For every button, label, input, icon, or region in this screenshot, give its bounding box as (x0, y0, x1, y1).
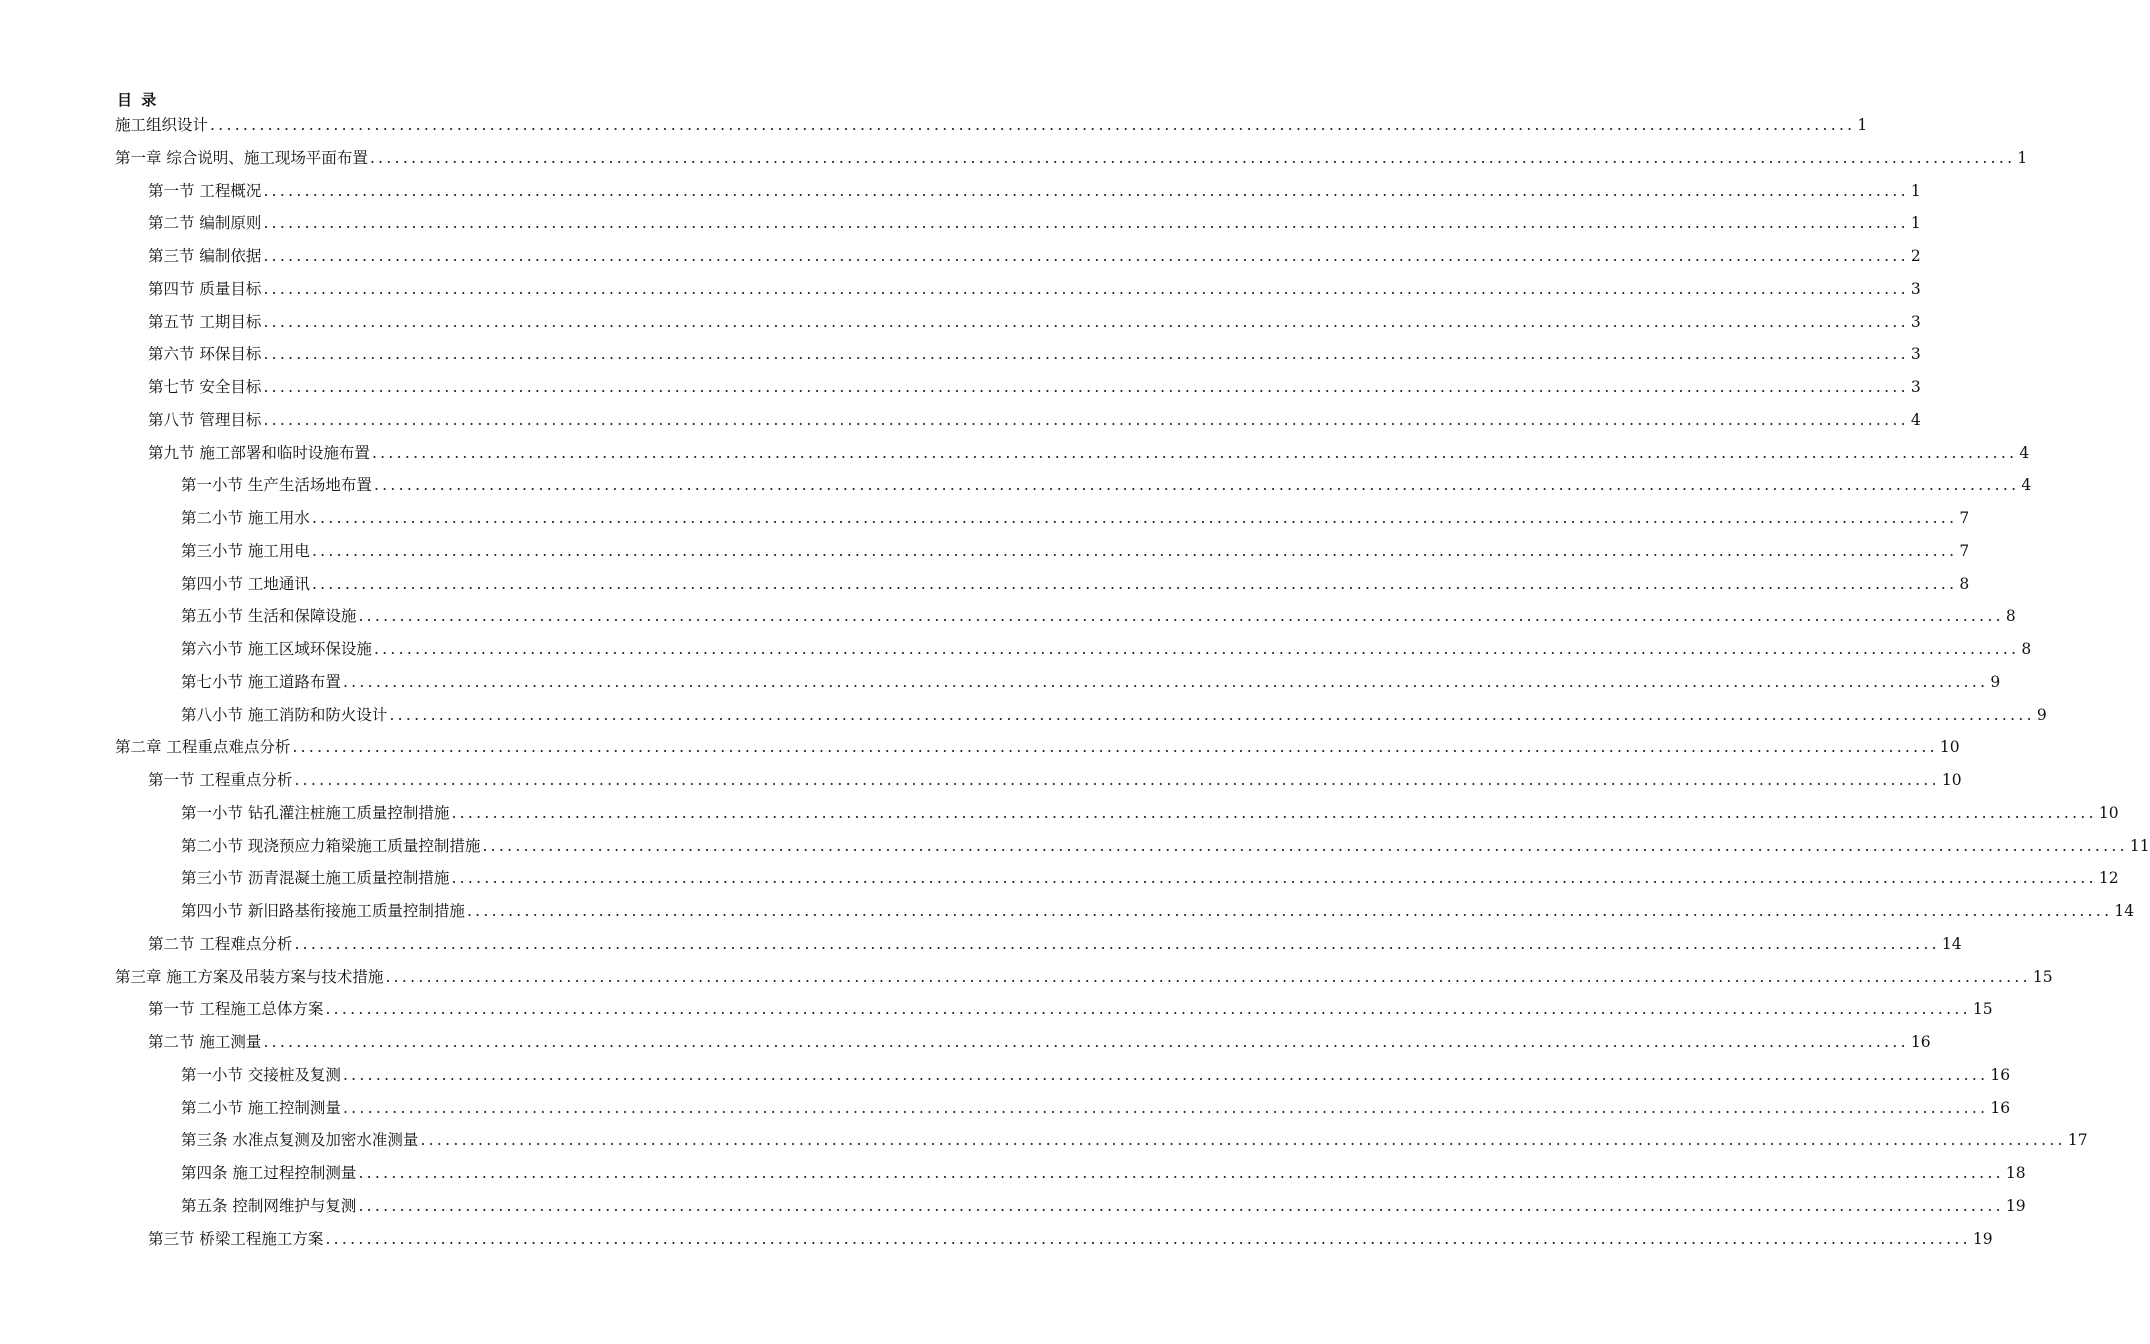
toc-entry-label: 第一章 综合说明、施工现场平面布置 (115, 148, 368, 167)
toc-entry[interactable] (115, 862, 2119, 895)
toc-entry-page-number: 16 (1910, 1033, 1931, 1051)
dot-leader: ........................................................................................................................................................................................................ (482, 836, 2128, 855)
dot-leader: ........................................................................................................................................................................................................ (311, 574, 1958, 593)
toc-entry[interactable] (115, 535, 1970, 568)
dot-leader: ........................................................................................................................................................................................................ (263, 181, 1909, 200)
dot-leader: ........................................................................................................................................................................................................ (371, 443, 2018, 462)
toc-entry-label: 第八小节 施工消防和防火设计 (181, 705, 388, 724)
toc-entry-page-number: 10 (1941, 771, 1962, 789)
toc-entry-label: 第一小节 生产生活场地布置 (181, 476, 372, 495)
dot-leader: ........................................................................................................................................................................................................ (325, 1000, 1971, 1019)
toc-entry[interactable] (115, 142, 2028, 175)
dot-leader: ........................................................................................................................................................................................................ (292, 738, 1938, 757)
toc-entry-label: 第九节 施工部署和临时设施布置 (148, 443, 370, 462)
toc-entry-label: 第三小节 沥青混凝土施工质量控制措施 (181, 869, 450, 888)
toc-entry[interactable] (115, 731, 1960, 764)
toc-title: 目 录 (117, 91, 159, 109)
toc-entry-label: 第一小节 钻孔灌注桩施工质量控制措施 (181, 803, 450, 822)
toc-entry-label: 第二节 编制原则 (148, 214, 262, 233)
toc-entry-page-number: 19 (2005, 1196, 2026, 1215)
toc-entry-page-number: 15 (2032, 967, 2053, 986)
toc-entry[interactable] (115, 371, 1921, 404)
toc-entry-label: 第三节 桥梁工程施工方案 (148, 1229, 324, 1248)
dot-leader: ........................................................................................................................................................................................................ (263, 279, 1909, 298)
dot-leader: ........................................................................................................................................................................................................ (373, 476, 2020, 495)
toc-entry[interactable] (115, 1157, 2026, 1190)
toc-entry-page-number: 3 (1910, 378, 1921, 396)
toc-entry-label: 第五小节 生活和保障设施 (181, 607, 357, 626)
dot-leader: ........................................................................................................................................................................................................ (263, 1033, 1909, 1051)
toc-entry-label: 第二小节 施工用水 (181, 509, 310, 527)
toc-entry-page-number: 16 (1990, 1065, 2011, 1084)
toc-entry[interactable] (115, 240, 1921, 273)
toc-entry[interactable] (115, 1223, 1993, 1256)
toc-entry-label: 第七小节 施工道路布置 (181, 672, 341, 691)
dot-leader: ........................................................................................................................................................................................................ (373, 640, 2020, 658)
toc-entry-page-number: 10 (2098, 803, 2119, 822)
toc-entry-label: 第三章 施工方案及吊装方案与技术措施 (115, 967, 384, 986)
toc-entry-label: 第一小节 交接桩及复测 (181, 1065, 341, 1084)
toc-entry-page-number: 19 (1972, 1229, 1993, 1248)
toc-entry-label: 第五条 控制网维护与复测 (181, 1196, 357, 1215)
dot-leader: ........................................................................................................................................................................................................ (325, 1229, 1971, 1248)
toc-entry-label: 第二章 工程重点难点分析 (115, 738, 291, 757)
toc-entry-label: 第七节 安全目标 (148, 378, 262, 396)
toc-entry-page-number: 8 (2021, 640, 2032, 658)
toc-entry-page-number: 4 (2021, 476, 2032, 495)
toc-entry[interactable] (115, 306, 1921, 339)
toc-entry-label: 第三条 水准点复测及加密水准测量 (181, 1131, 419, 1150)
dot-leader: ........................................................................................................................................................................................................ (263, 410, 1909, 429)
toc-entry[interactable] (115, 1124, 2088, 1157)
toc-entry[interactable] (115, 1190, 2026, 1223)
dot-leader: ........................................................................................................................................................................................................ (358, 607, 2004, 626)
toc-entry-label: 第五节 工期目标 (148, 312, 262, 331)
toc-entry-page-number: 3 (1910, 345, 1921, 364)
toc-entry-page-number: 7 (1959, 541, 1970, 560)
dot-leader: ........................................................................................................................................................................................................ (311, 541, 1958, 560)
toc-entry-page-number: 3 (1910, 279, 1921, 298)
toc-entry[interactable] (115, 1026, 1931, 1059)
toc-entry-page-number: 9 (2036, 705, 2047, 724)
toc-entry-page-number: 8 (2005, 607, 2016, 626)
toc-entry-label: 第三节 编制依据 (148, 247, 262, 265)
dot-leader: ........................................................................................................................................................................................................ (466, 902, 2113, 920)
toc-entry[interactable] (115, 437, 2030, 470)
dot-leader: ........................................................................................................................................................................................................ (358, 1196, 2004, 1215)
toc-entry-page-number: 9 (1990, 672, 2001, 691)
toc-entry[interactable] (115, 568, 1970, 601)
dot-leader: ........................................................................................................................................................................................................ (311, 509, 1958, 527)
toc-entry-page-number: 1 (1857, 116, 1868, 134)
dot-leader: ........................................................................................................................................................................................................ (451, 869, 2097, 888)
toc-entry[interactable] (115, 895, 2135, 928)
dot-leader: ........................................................................................................................................................................................................ (342, 672, 1989, 691)
dot-leader: ........................................................................................................................................................................................................ (294, 771, 1940, 789)
toc-entry[interactable] (115, 633, 2032, 666)
toc-entry[interactable] (115, 1092, 2011, 1125)
toc-entry-label: 施工组织设计 (115, 116, 209, 134)
toc-entry[interactable] (115, 502, 1970, 535)
toc-entry-page-number: 14 (2114, 902, 2135, 920)
toc-entry-label: 第四条 施工过程控制测量 (181, 1164, 357, 1182)
toc-entry-label: 第六小节 施工区域环保设施 (181, 640, 372, 658)
toc-entry-page-number: 3 (1910, 312, 1921, 331)
toc-entry-label: 第四小节 工地通讯 (181, 574, 310, 593)
toc-entry-label: 第一节 工程施工总体方案 (148, 1000, 324, 1019)
toc-entry-label: 第二节 施工测量 (148, 1033, 262, 1051)
toc-entry[interactable] (115, 469, 2032, 502)
toc-list (115, 109, 2150, 1255)
toc-entry[interactable] (115, 273, 1921, 306)
toc-entry-label: 第四节 质量目标 (148, 279, 262, 298)
toc-entry[interactable] (115, 797, 2119, 830)
dot-leader: ........................................................................................................................................................................................................ (210, 116, 1856, 134)
dot-leader: ........................................................................................................................................................................................................ (385, 967, 2031, 986)
toc-entry[interactable] (115, 109, 1868, 142)
toc-entry-label: 第三小节 施工用电 (181, 541, 310, 560)
toc-entry[interactable] (115, 666, 2001, 699)
toc-entry-page-number: 7 (1959, 509, 1970, 527)
toc-entry[interactable] (115, 993, 1993, 1026)
toc-entry-label: 第八节 管理目标 (148, 410, 262, 429)
dot-leader: ........................................................................................................................................................................................................ (263, 247, 1909, 265)
dot-leader: ........................................................................................................................................................................................................ (389, 705, 2035, 724)
toc-entry[interactable] (115, 338, 1921, 371)
toc-entry-label: 第六节 环保目标 (148, 345, 262, 364)
toc-entry-page-number: 15 (1972, 1000, 1993, 1019)
dot-leader: ........................................................................................................................................................................................................ (451, 803, 2097, 822)
toc-entry[interactable] (115, 699, 2047, 732)
toc-entry-page-number: 12 (2098, 869, 2119, 888)
toc-entry[interactable] (115, 961, 2053, 994)
dot-leader: ........................................................................................................................................................................................................ (263, 345, 1909, 364)
toc-entry-page-number: 11 (2129, 836, 2150, 855)
dot-leader: ........................................................................................................................................................................................................ (294, 934, 1940, 953)
toc-entry-page-number: 18 (2005, 1164, 2026, 1182)
toc-entry-page-number: 10 (1939, 738, 1960, 757)
dot-leader: ........................................................................................................................................................................................................ (342, 1065, 1989, 1084)
toc-entry-page-number: 1 (1910, 214, 1921, 233)
toc-entry-page-number: 17 (2067, 1131, 2088, 1150)
toc-entry-page-number: 1 (1910, 181, 1921, 200)
toc-entry-page-number: 4 (2019, 443, 2030, 462)
toc-entry[interactable] (115, 928, 1962, 961)
toc-entry-page-number: 14 (1941, 934, 1962, 953)
toc-entry-label: 第一节 工程概况 (148, 181, 262, 200)
toc-entry-page-number: 2 (1910, 247, 1921, 265)
dot-leader: ........................................................................................................................................................................................................ (263, 312, 1909, 331)
dot-leader: ........................................................................................................................................................................................................ (420, 1131, 2066, 1150)
toc-entry[interactable] (115, 600, 2016, 633)
toc-entry-label: 第四小节 新旧路基衔接施工质量控制措施 (181, 902, 465, 920)
dot-leader: ........................................................................................................................................................................................................ (263, 378, 1909, 396)
toc-entry-label: 第二节 工程难点分析 (148, 934, 293, 953)
toc-entry-page-number: 16 (1990, 1098, 2011, 1117)
dot-leader: ........................................................................................................................................................................................................ (369, 148, 2016, 167)
dot-leader: ........................................................................................................................................................................................................ (263, 214, 1909, 233)
toc-entry[interactable] (115, 207, 1921, 240)
toc-entry-label: 第二小节 施工控制测量 (181, 1098, 341, 1117)
toc-entry-page-number: 4 (1910, 410, 1921, 429)
toc-entry-label: 第一节 工程重点分析 (148, 771, 293, 789)
toc-entry[interactable] (115, 830, 2150, 863)
toc-entry[interactable] (115, 1059, 2011, 1092)
dot-leader: ........................................................................................................................................................................................................ (358, 1164, 2004, 1182)
toc-entry-page-number: 8 (1959, 574, 1970, 593)
toc-entry[interactable] (115, 175, 1921, 208)
toc-entry-label: 第二小节 现浇预应力箱梁施工质量控制措施 (181, 836, 481, 855)
toc-entry[interactable] (115, 764, 1962, 797)
toc-entry-page-number: 1 (2017, 148, 2028, 167)
toc-entry[interactable] (115, 404, 1921, 437)
dot-leader: ........................................................................................................................................................................................................ (342, 1098, 1989, 1117)
